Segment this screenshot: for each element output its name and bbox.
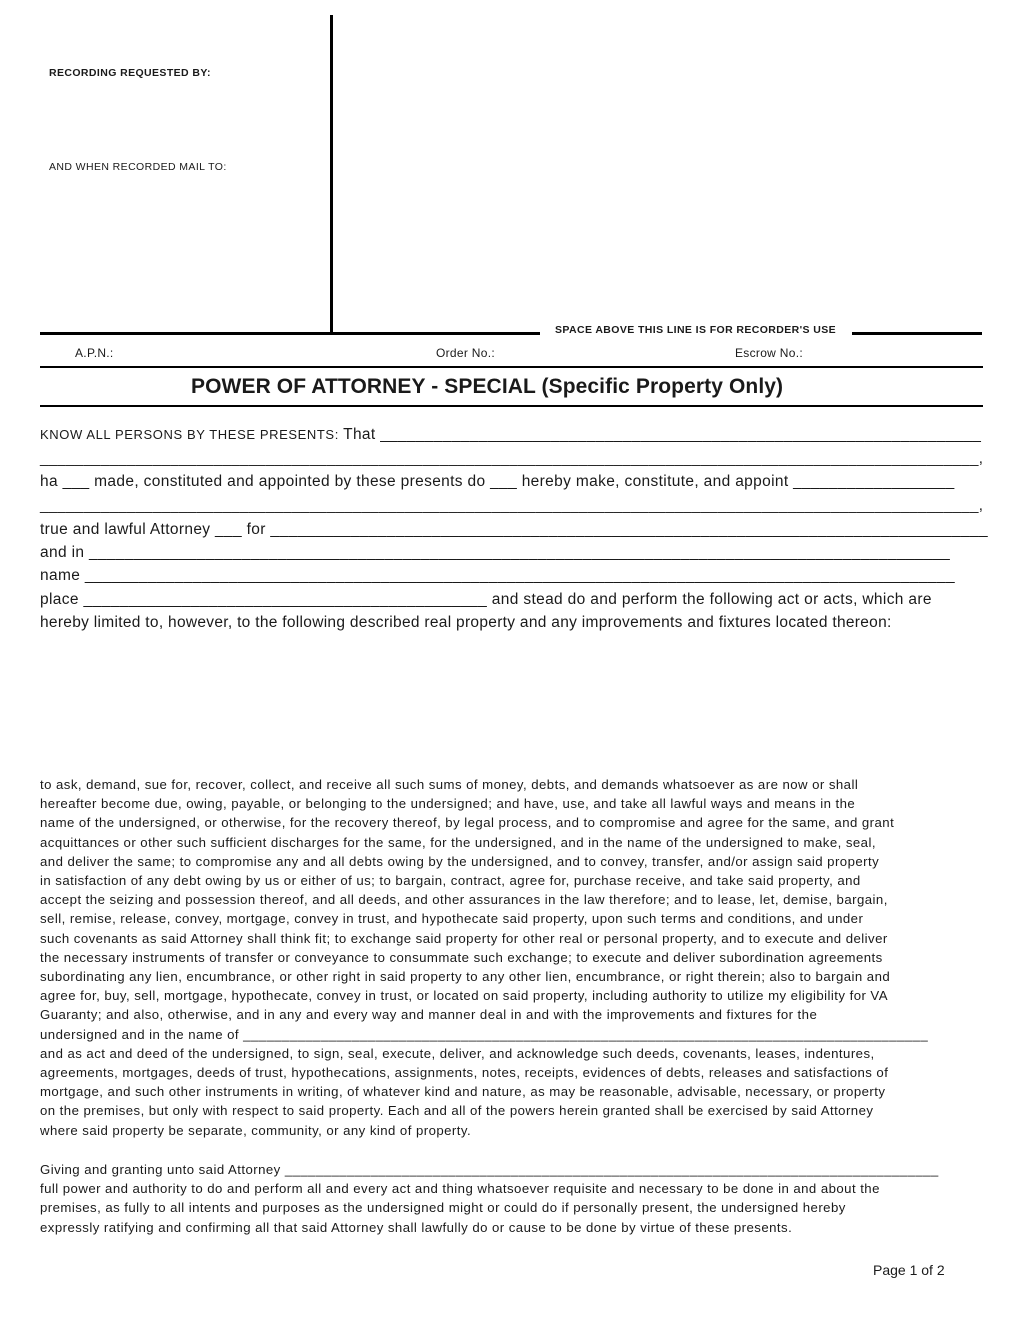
intro-line-3: ha ___ made, constituted and appointed by these presents do ___ hereby make, constitute, and appoint __________________ [40,473,955,490]
powers-line: name of the undersigned, or otherwise, for the recovery thereof, by legal process, and to compromise and agree for the same, and grant [40,815,895,831]
granting-paragraph [40,1160,980,1237]
intro-line-9: hereby limited to, however, to the following described real property and any improvements and fixtures located thereon: [40,614,892,631]
know-all-persons-text: KNOW ALL PERSONS BY THESE PRESENTS: [40,427,344,442]
powers-line: on the premises, but only with respect to said property. Each and all of the powers herein granted shall be exercised by said Attorney [40,1103,874,1119]
grantor-blank: That ___________________________________________________________________ [343,426,982,443]
powers-line: subordinating any lien, encumbrance, or other right in said property to any other lien, encumbrance, or right therein; also to bargain and [40,969,891,985]
powers-line: hereafter become due, owing, payable, or belonging to the undersigned; and have, use, and take all lawful ways and means in the [40,796,856,812]
powers-line: and deliver the same; to compromise any and all debts owing by the undersigned, and to convey, transfer, and/or assign said property [40,853,880,869]
powers-line: agree for, buy, sell, mortgage, hypothecate, convey in trust, or located on said property, including authority to utilize my eligibility for VA [40,988,888,1004]
recorder-line-left [40,332,540,335]
recorder-divider-vertical [330,15,333,334]
intro-line-2: ____________________________________________________________________________________________________________, [40,450,984,467]
granting-line: expressly ratifying and confirming all that said Attorney shall lawfully do or cause to be done by virtue of these presents. [40,1219,793,1235]
powers-line: undersigned and in the name of ________________________________________________________________________________________ [40,1026,929,1042]
powers-line: in satisfaction of any debt owing by us or either of us; to bargain, contract, agree for, purchase receive, and take said property, and [40,873,861,889]
recording-requested-by-label: RECORDING REQUESTED BY: [49,67,211,79]
powers-line: mortgage, and such other instruments in writing, of whatever kind and nature, as may be reasonable, advisable, necessary, or property [40,1084,886,1100]
page-number: Page 1 of 2 [873,1262,945,1278]
powers-line: agreements, mortgages, deeds of trust, hypothecations, assignments, notes, receipts, evidences of debts, releases and satisfactions of [40,1065,889,1081]
recorder-line-right [852,332,982,335]
powers-line: Guaranty; and also, otherwise, and in any and every way and manner deal in and with the improvements and fixtures for the [40,1007,818,1023]
intro-line-7: name _________________________________________________________________________________________________ [40,567,955,584]
intro-line-1 [40,425,981,444]
powers-line: such covenants as said Attorney shall think fit; to exchange said property for other real or personal property, and to execute and deliver [40,930,888,946]
powers-line: and as act and deed of the undersigned, to sign, seal, execute, deliver, and acknowledge such deeds, covenants, leases, indentures, [40,1045,875,1061]
powers-paragraph [40,775,980,1140]
granting-line: full power and authority to do and perform all and every act and thing whatsoever requisite and necessary to be done in and about the [40,1181,880,1197]
powers-line: acquittances or other such sufficient discharges for the same, for the undersigned, and in the name of the undersigned to make, seal, [40,834,876,850]
intro-line-4: ____________________________________________________________________________________________________________, [40,497,984,514]
intro-line-5: true and lawful Attorney ___ for ________________________________________________________________________________ [40,521,989,538]
powers-line: to ask, demand, sue for, recover, collect, and receive all such sums of money, debts, and demands whatsoever as are now or shall [40,777,859,792]
powers-line: accept the seizing and possession thereof, and all deeds, and other assurances in the law therefore; and to lease, let, demise, bargain, [40,892,888,908]
space-above-label: SPACE ABOVE THIS LINE IS FOR RECORDER'S USE [555,324,837,336]
document-title: POWER OF ATTORNEY - SPECIAL (Specific Property Only) [191,375,784,398]
mail-to-label: AND WHEN RECORDED MAIL TO: [49,161,227,173]
powers-line: the necessary instruments of transfer or conveyance to consummate such exchange; to execute and deliver subordination agreements [40,949,883,965]
escrow-no-label: Escrow No.: [735,346,803,360]
intro-line-6: and in ________________________________________________________________________________________________ [40,544,951,561]
intro-line-8: place _____________________________________________ and stead do and perform the following act or acts, which are [40,591,932,608]
powers-line: sell, remise, release, convey, mortgage, convey in trust, and hypothecate said property, upon such terms and conditions, and under [40,911,864,927]
header-rule-bottom [40,405,983,407]
order-no-label: Order No.: [436,346,496,360]
header-rule-top [40,366,983,368]
granting-line: Giving and granting unto said Attorney ____________________________________________________________________________________ [40,1162,939,1177]
powers-line: where said property be separate, community, or any kind of property. [40,1122,472,1138]
apn-label: A.P.N.: [75,346,114,360]
granting-line: premises, as fully to all intents and purposes as the undersigned might or could do if personally present, the undersigned hereby [40,1200,846,1216]
